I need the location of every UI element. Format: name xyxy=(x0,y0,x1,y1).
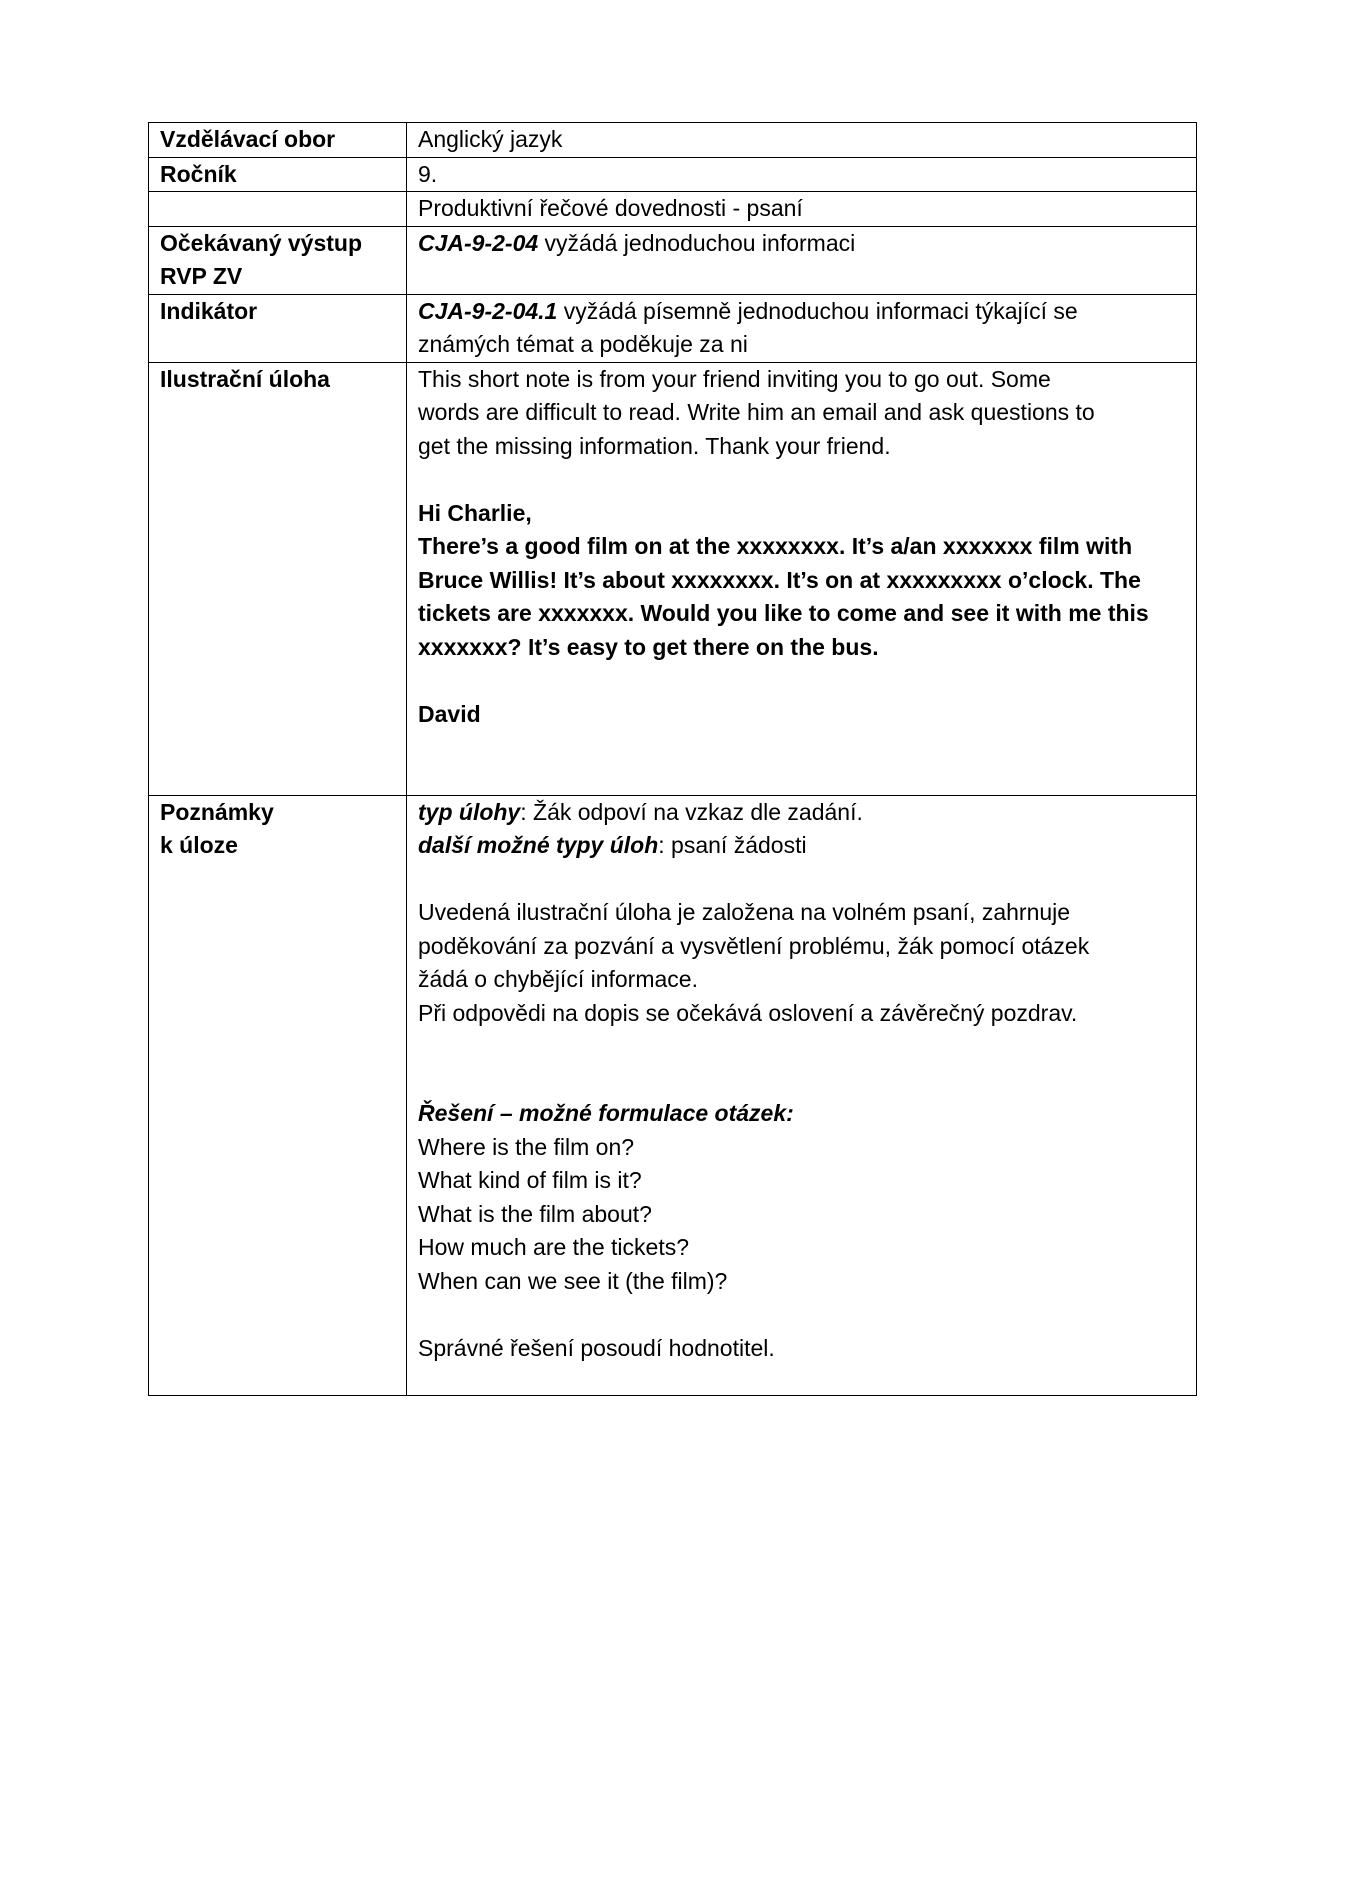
spacer xyxy=(418,863,1185,897)
description-line: Při odpovědi na dopis se očekává oslovení a závěrečný pozdrav. xyxy=(418,999,1078,1026)
task-type-label: typ úlohy xyxy=(418,798,521,825)
row-expected-outcome xyxy=(149,226,1197,294)
solution-question: What kind of film is it? xyxy=(418,1167,642,1193)
row-skill xyxy=(149,192,1197,227)
friend-note-line: xxxxxxx? It’s easy to get there on the bus. xyxy=(418,633,879,660)
expected-outcome-text: vyžádá jednoduchou informaci xyxy=(538,229,856,256)
subject-field-value: Anglický jazyk xyxy=(407,123,1197,158)
task-notes-content xyxy=(407,795,1197,1395)
solution-question: Where is the film on? xyxy=(418,1133,635,1160)
other-task-types-value: : psaní žádosti xyxy=(658,832,807,858)
spacer xyxy=(418,1064,1185,1098)
expected-outcome-label xyxy=(149,226,407,294)
other-task-types-label: další možné typy úloh xyxy=(418,832,659,858)
task-type-line xyxy=(418,796,1185,830)
spacer xyxy=(418,463,1185,497)
spacer xyxy=(418,1030,1185,1064)
solution-question: When can we see it (the film)? xyxy=(418,1267,728,1294)
expected-outcome-label-line1: Očekávaný výstup xyxy=(160,229,363,256)
friend-note-line: There’s a good film on at the xxxxxxxx. It’s a/an xxxxxxx film with xyxy=(418,533,1133,559)
task-instruction-line: get the missing information. Thank your friend. xyxy=(418,432,891,459)
expected-outcome-value xyxy=(407,226,1197,294)
indicator-text-line2: známých témat a poděkuje za ni xyxy=(418,331,748,357)
solution-heading: Řešení – možné formulace otázek: xyxy=(418,1100,794,1126)
skill-value: Produktivní řečové dovednosti - psaní xyxy=(407,192,1197,227)
illustrative-task-content xyxy=(407,362,1197,795)
task-instruction-line: words are difficult to read. Write him an email and ask questions to xyxy=(418,399,1095,425)
indicator-value xyxy=(407,294,1197,362)
subject-field-label: Vzdělávací obor xyxy=(149,123,407,158)
description-line: Uvedená ilustrační úloha je založena na volném psaní, zahrnuje xyxy=(418,899,1071,925)
skill-label-empty xyxy=(149,192,407,227)
row-illustrative-task xyxy=(149,362,1197,795)
indicator-text-line1: vyžádá písemně jednoduchou informaci týkající se xyxy=(557,297,1078,324)
task-instruction-line: This short note is from your friend inviting you to go out. Some xyxy=(418,365,1051,392)
indicator-label: Indikátor xyxy=(149,294,407,362)
grade-value: 9. xyxy=(407,157,1197,192)
task-sheet-table xyxy=(148,122,1197,1396)
row-task-notes xyxy=(149,795,1197,1395)
other-task-types-line xyxy=(418,829,1185,863)
row-subject-field xyxy=(149,123,1197,158)
friend-note-line: tickets are xxxxxxx. Would you like to come and see it with me this xyxy=(418,600,1149,626)
indicator-code: CJA-9-2-04.1 xyxy=(418,297,558,324)
illustrative-task-label: Ilustrační úloha xyxy=(149,362,407,795)
spacer xyxy=(418,664,1185,698)
friend-note-line: Bruce Willis! It’s about xxxxxxxx. It’s on at xxxxxxxxx o’clock. The xyxy=(418,566,1141,593)
solution-question: What is the film about? xyxy=(418,1200,652,1227)
expected-outcome-code: CJA-9-2-04 xyxy=(418,229,539,256)
friend-note-signature: David xyxy=(418,700,481,727)
task-notes-label-line1: Poznámky xyxy=(160,798,274,825)
solution-question: How much are the tickets? xyxy=(418,1234,690,1260)
task-type-value: : Žák odpoví na vzkaz dle zadání. xyxy=(520,798,863,825)
row-grade xyxy=(149,157,1197,192)
description-line: žádá o chybějící informace. xyxy=(418,966,698,992)
description-line: poděkování za pozvání a vysvětlení problému, žák pomocí otázek xyxy=(418,932,1090,959)
closing-note: Správné řešení posoudí hodnotitel. xyxy=(418,1334,775,1361)
task-notes-label-line2: k úloze xyxy=(160,832,238,858)
friend-note-greeting: Hi Charlie, xyxy=(418,499,532,526)
task-notes-label xyxy=(149,795,407,1395)
grade-label: Ročník xyxy=(149,157,407,192)
indicator-line1 xyxy=(418,295,1185,329)
spacer xyxy=(418,1298,1185,1332)
expected-outcome-label-line2: RVP ZV xyxy=(160,263,243,289)
row-indicator xyxy=(149,294,1197,362)
